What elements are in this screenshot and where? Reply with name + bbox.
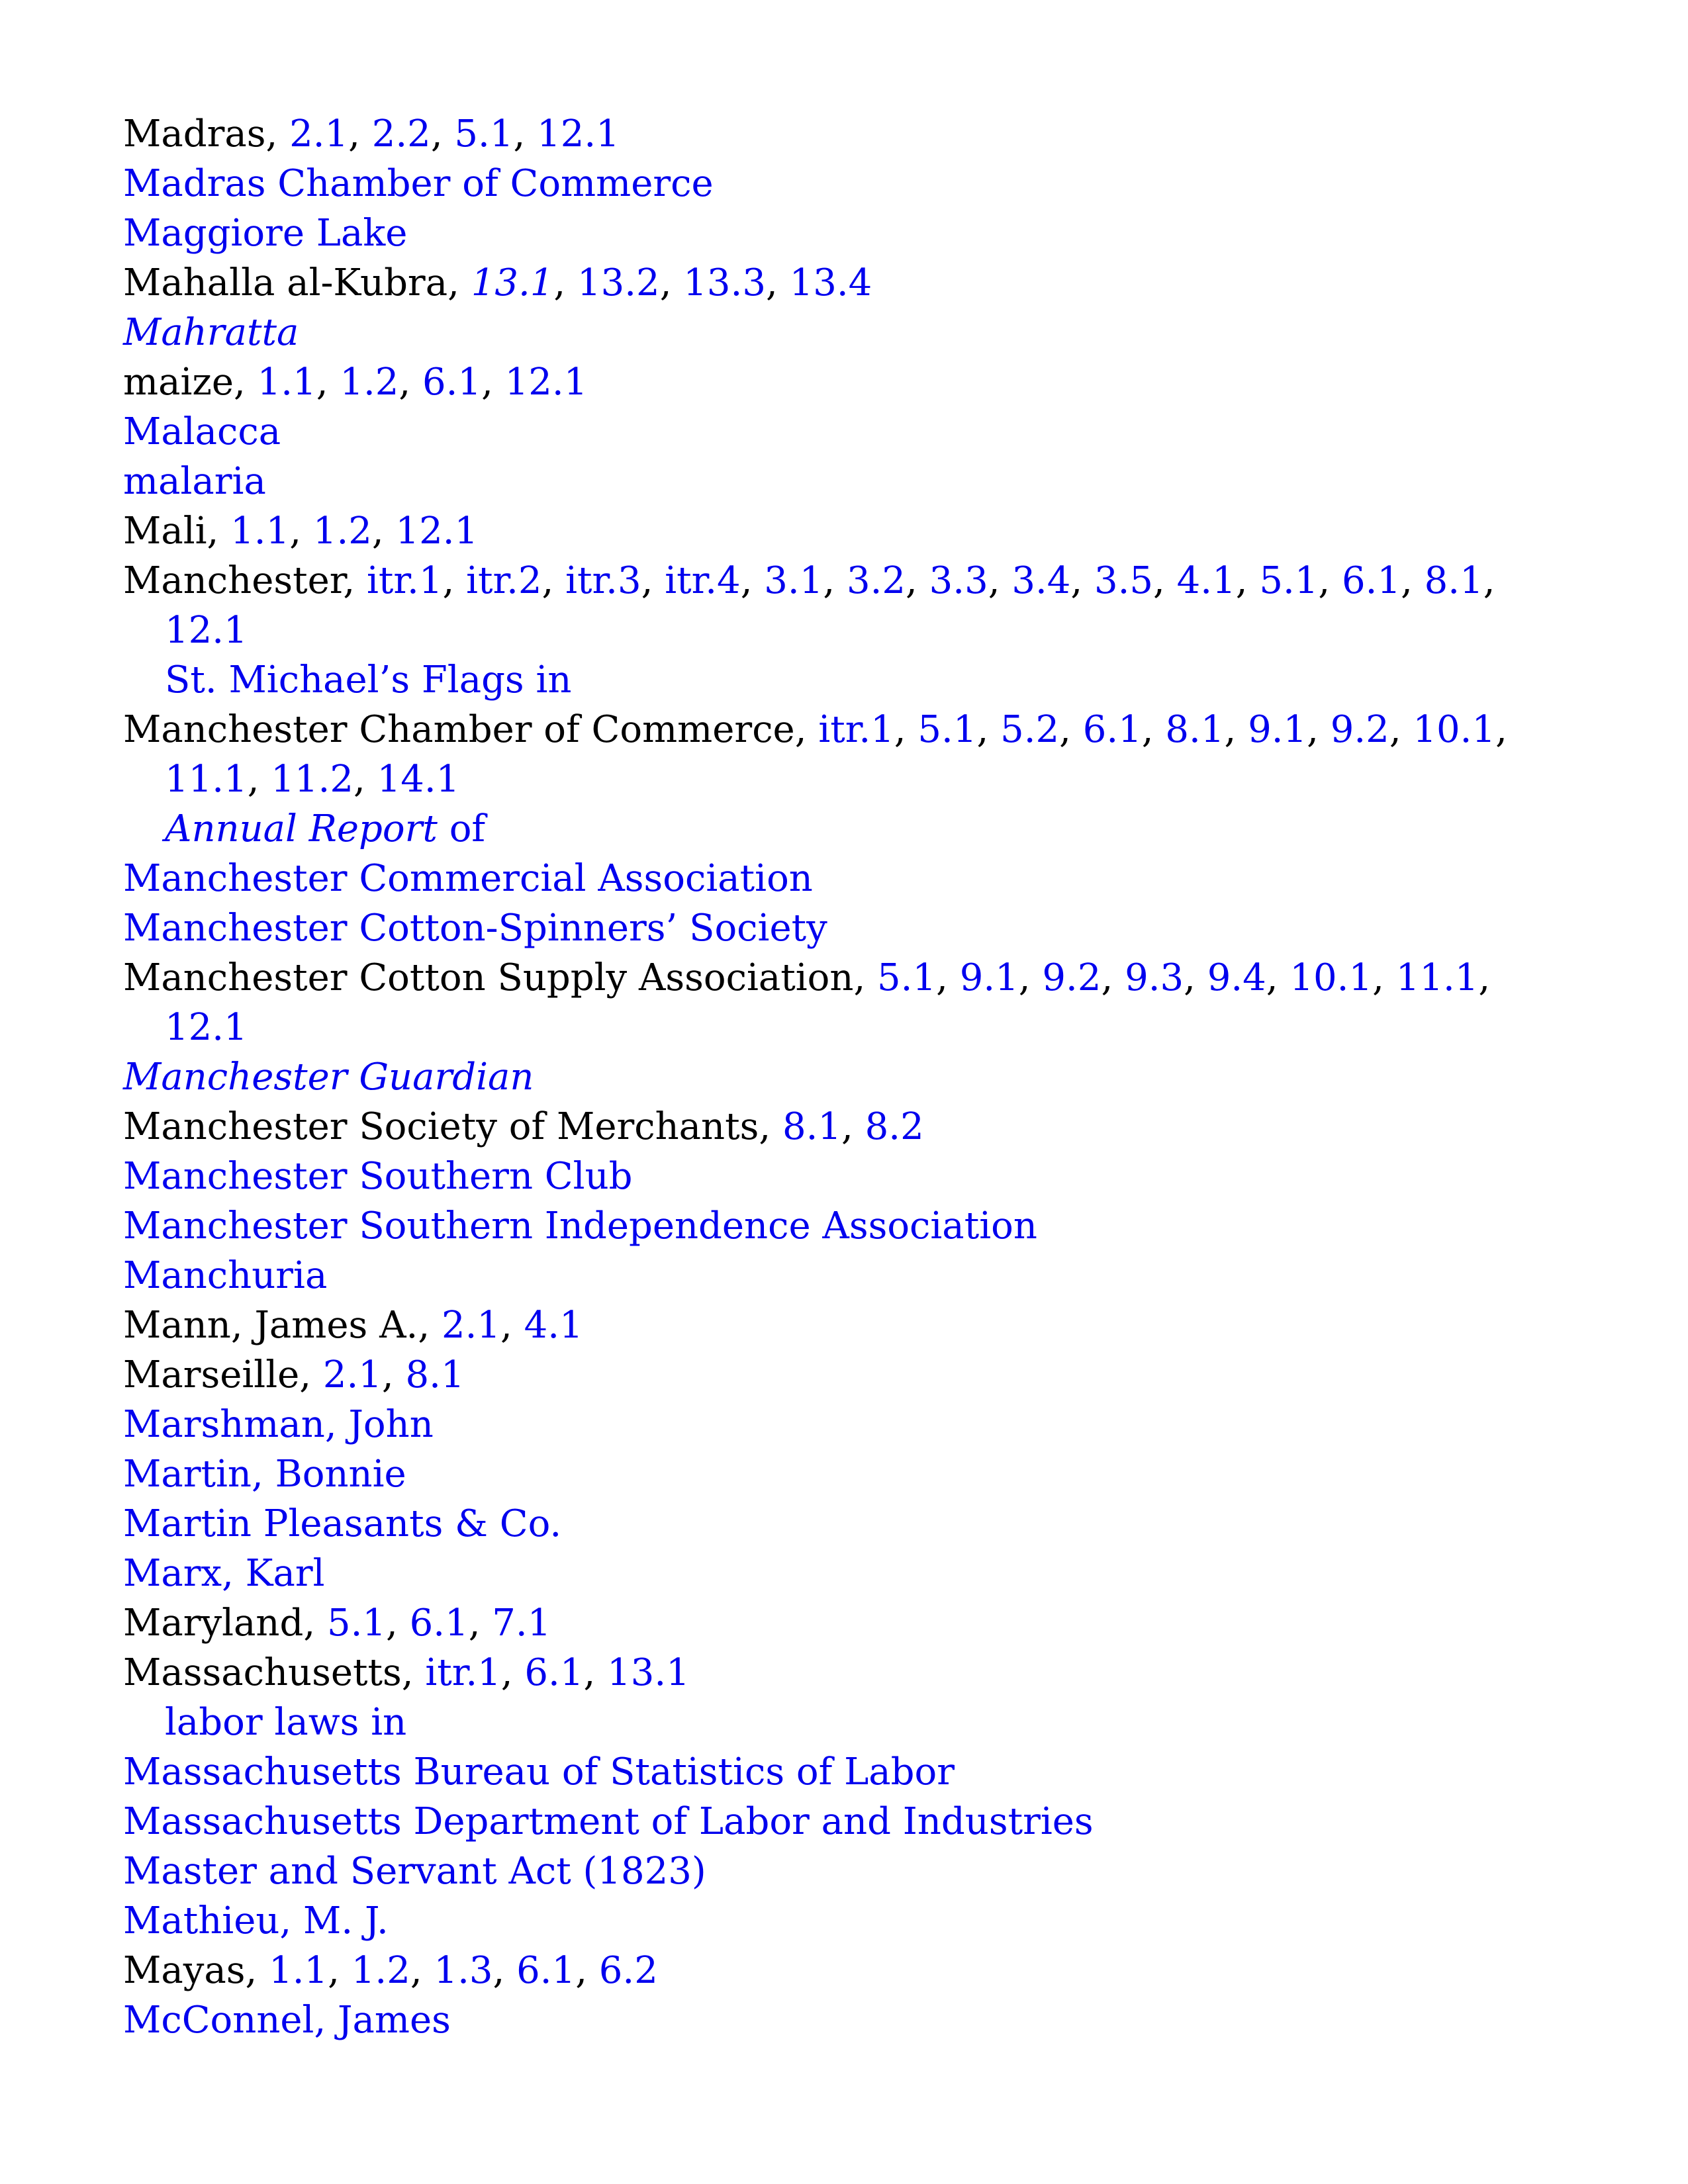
page-ref-link[interactable]: 8.1 (1424, 559, 1483, 602)
index-entry (123, 1995, 1566, 2045)
index-entry-label: Mayas (123, 1949, 246, 1992)
index-subentry (123, 1698, 1566, 1747)
page-ref-link[interactable]: 6.1 (1082, 708, 1142, 751)
index-entry (123, 1400, 1566, 1449)
index-subentry (123, 655, 1566, 705)
page-ref-link[interactable]: 3.3 (929, 559, 988, 602)
index-entry-label: Mahalla al-Kubra (123, 261, 448, 304)
page-ref-link[interactable]: 9.1 (959, 956, 1019, 999)
index-entry (123, 1846, 1566, 1896)
index-entry (123, 1499, 1566, 1549)
page-ref-link[interactable]: 9.2 (1042, 956, 1102, 999)
page-ref-link[interactable]: 5.1 (917, 708, 977, 751)
index-entry-link[interactable]: Manchester Southern Club (123, 1155, 633, 1198)
index-entry-link[interactable]: McConnel, James (123, 1999, 451, 2042)
index-entry: Mali, 1.1, 1.2, 12.1 (123, 510, 479, 553)
index-entry-link[interactable]: Massachusetts Bureau of Statistics of Labor (123, 1751, 955, 1794)
page-ref-link[interactable]: 12.1 (537, 113, 620, 156)
page-ref-link[interactable]: 12.1 (504, 361, 588, 404)
page-ref-link[interactable]: 5.1 (326, 1602, 387, 1645)
index-entry: Maryland, 5.1, 6.1, 7.1 (123, 1602, 551, 1645)
index-entry (123, 1251, 1566, 1300)
index-entry: Mann, James A., 2.1, 4.1 (123, 1304, 583, 1347)
page-ref-link[interactable]: 8.1 (405, 1353, 465, 1396)
index-entry (123, 457, 1566, 506)
index-entry (123, 1449, 1566, 1499)
page-ref-link[interactable]: 11.2 (271, 758, 353, 801)
index-entry-link[interactable]: Manchuria (123, 1254, 328, 1297)
page-ref-link[interactable]: 12.1 (165, 1006, 248, 1049)
index-entry-link[interactable]: Mahratta (123, 311, 299, 354)
index-entry: Madras, 2.1, 2.2, 5.1, 12.1 (123, 113, 620, 156)
page-ref-link[interactable]: 11.1 (165, 758, 248, 801)
index-entry-label: Massachusetts (123, 1651, 402, 1694)
page-ref-link[interactable]: 3.5 (1094, 559, 1154, 602)
page-ref-link[interactable]: itr.4 (665, 559, 741, 602)
index-entry-label: Mann, James A. (123, 1304, 418, 1347)
page-ref-link[interactable]: 2.2 (371, 113, 431, 156)
page-ref-link[interactable]: 10.1 (1289, 956, 1373, 999)
index-entry: Manchester Cotton Supply Association, 5.1, 9.1, 9.2, 9.3, 9.4, 10.1, 11.1, 12.1 (123, 956, 1491, 1049)
index-page (123, 109, 1566, 2045)
index-entry-link[interactable]: Marshman, John (123, 1403, 434, 1446)
page-ref-link[interactable]: itr.1 (818, 708, 894, 751)
page-ref-link[interactable]: 1.2 (340, 361, 399, 404)
page-ref-link[interactable]: 4.1 (524, 1304, 583, 1347)
index-entry (123, 1152, 1566, 1201)
page-ref-link[interactable]: 13.1 (607, 1651, 690, 1694)
index-entry (123, 308, 1566, 357)
index-entry (123, 1797, 1566, 1846)
index-entry (123, 407, 1566, 457)
index-entry: Massachusetts, itr.1, 6.1, 13.1 (123, 1651, 690, 1694)
page-ref-link[interactable]: 1.2 (351, 1949, 410, 1992)
page-ref-link[interactable]: itr.1 (425, 1651, 501, 1694)
page-ref-link[interactable]: 12.1 (395, 510, 479, 553)
index-entry-label: Manchester Society of Merchants (123, 1105, 759, 1148)
index-entry (123, 1052, 1566, 1102)
index-entry-link[interactable]: Martin, Bonnie (123, 1453, 406, 1496)
index-entry-link[interactable]: Mathieu, M. J. (123, 1899, 389, 1942)
page-ref-link[interactable]: 8.2 (865, 1105, 924, 1148)
page-ref-link[interactable]: 9.1 (1248, 708, 1307, 751)
page-ref-link[interactable]: 13.3 (683, 261, 766, 304)
index-entry-label: Manchester (123, 559, 344, 602)
index-entry-link[interactable]: malaria (123, 460, 266, 503)
page-ref-link[interactable]: 6.1 (409, 1602, 469, 1645)
page-ref-link[interactable]: 6.1 (422, 361, 482, 404)
index-entry (123, 159, 1566, 208)
page-ref-link[interactable]: 6.2 (598, 1949, 658, 1992)
index-entry-label: Manchester Chamber of Commerce (123, 708, 795, 751)
page-ref-link[interactable]: 13.4 (789, 261, 872, 304)
page-ref-link[interactable]: itr.3 (565, 559, 641, 602)
index-entry: Manchester, itr.1, itr.2, itr.3, itr.4, 3.1, 3.2, 3.3, 3.4, 3.5, 4.1, 5.1, 6.1, 8.1, 12.1 (123, 559, 1495, 652)
page-ref-link[interactable]: 2.1 (441, 1304, 500, 1347)
index-entry: Manchester Society of Merchants, 8.1, 8.2 (123, 1105, 924, 1148)
index-entry-link[interactable]: Manchester Guardian (123, 1056, 534, 1099)
index-entry-label-tail[interactable]: of (437, 807, 486, 850)
index-entry-link[interactable]: St. Michael’s Flags in (165, 659, 572, 702)
index-entry-label: maize (123, 361, 234, 404)
page-ref-link[interactable]: 14.1 (377, 758, 460, 801)
index-entry (123, 854, 1566, 903)
page-ref-link[interactable]: 10.1 (1413, 708, 1496, 751)
page-ref-link[interactable]: 11.1 (1395, 956, 1479, 999)
page-ref-link[interactable]: 12.1 (165, 609, 248, 652)
index-entry-link[interactable]: Manchester Southern Independence Association (123, 1205, 1037, 1248)
page-ref-link[interactable]: 1.1 (257, 361, 316, 404)
index-subentry (123, 804, 1566, 854)
page-ref-link[interactable]: itr.1 (366, 559, 443, 602)
page-ref-link[interactable]: 7.1 (492, 1602, 551, 1645)
page-ref-link[interactable]: 1.2 (312, 510, 372, 553)
page-ref-link[interactable]: 8.1 (782, 1105, 842, 1148)
page-ref-link[interactable]: 5.1 (877, 956, 937, 999)
index-entry (123, 903, 1566, 953)
page-ref-link[interactable]: 5.1 (1259, 559, 1319, 602)
index-entry-link[interactable]: labor laws in (165, 1701, 407, 1744)
index-entry-label: Madras (123, 113, 266, 156)
index-entry-link[interactable]: Massachusetts Department of Labor and Industries (123, 1800, 1094, 1843)
page-ref-link[interactable]: 9.4 (1207, 956, 1266, 999)
index-entry (123, 1747, 1566, 1797)
page-ref-link[interactable]: 5.2 (1000, 708, 1060, 751)
index-entry (123, 208, 1566, 258)
index-entry (123, 1201, 1566, 1251)
index-entry-label: Maryland (123, 1602, 304, 1645)
index-entry-link[interactable]: Master and Servant Act (1823) (123, 1850, 706, 1893)
page-ref-link[interactable]: 3.4 (1011, 559, 1071, 602)
page-ref-link[interactable]: 9.3 (1125, 956, 1184, 999)
page-ref-link[interactable]: 5.1 (454, 113, 514, 156)
page-ref-link[interactable]: 6.1 (524, 1651, 584, 1694)
index-entry (123, 1549, 1566, 1598)
index-entry-label: Manchester Cotton Supply Association (123, 956, 854, 999)
page-ref-link[interactable]: 3.2 (846, 559, 906, 602)
index-entry-label: Marseille (123, 1353, 300, 1396)
index-entry-link[interactable]: Martin Pleasants & Co. (123, 1502, 562, 1545)
page-ref-link[interactable]: 6.1 (1342, 559, 1401, 602)
page-ref-link[interactable]: 2.1 (322, 1353, 382, 1396)
page-ref-link[interactable]: 9.2 (1330, 708, 1389, 751)
page-ref-link[interactable]: 4.1 (1176, 559, 1236, 602)
page-ref-link[interactable]: 13.1 (471, 261, 554, 304)
index-entry-link[interactable]: Manchester Cotton-Spinners’ Society (123, 907, 827, 950)
index-entry: maize, 1.1, 1.2, 6.1, 12.1 (123, 361, 588, 404)
page-ref-link[interactable]: 1.3 (434, 1949, 493, 1992)
page-ref-link[interactable]: 13.2 (577, 261, 660, 304)
index-entry-link[interactable]: Manchester Commercial Association (123, 857, 813, 900)
index-entry-link[interactable]: Maggiore Lake (123, 212, 408, 255)
index-entry-label: Mali (123, 510, 207, 553)
page-ref-link[interactable]: 1.1 (269, 1949, 328, 1992)
index-entry: Manchester Chamber of Commerce, itr.1, 5.1, 5.2, 6.1, 8.1, 9.1, 9.2, 10.1, 11.1, 11.2, 14.1 (123, 708, 1507, 801)
index-entry-link[interactable]: Marx, Karl (123, 1552, 325, 1595)
page-ref-link[interactable]: 6.1 (516, 1949, 576, 1992)
page-ref-link[interactable]: 3.1 (764, 559, 823, 602)
index-entry-link[interactable]: Madras Chamber of Commerce (123, 162, 714, 205)
index-entry-link[interactable]: Malacca (123, 410, 281, 453)
page-ref-link[interactable]: 2.1 (289, 113, 349, 156)
index-entry: Mahalla al-Kubra, 13.1, 13.2, 13.3, 13.4 (123, 261, 872, 304)
index-entry: Mayas, 1.1, 1.2, 1.3, 6.1, 6.2 (123, 1949, 658, 1992)
index-entry-link[interactable]: Annual Report (165, 807, 438, 850)
page-ref-link[interactable]: 8.1 (1165, 708, 1225, 751)
page-ref-link[interactable]: 1.1 (230, 510, 290, 553)
index-entry (123, 1896, 1566, 1946)
page-ref-link[interactable]: itr.2 (466, 559, 542, 602)
index-entry: Marseille, 2.1, 8.1 (123, 1353, 465, 1396)
